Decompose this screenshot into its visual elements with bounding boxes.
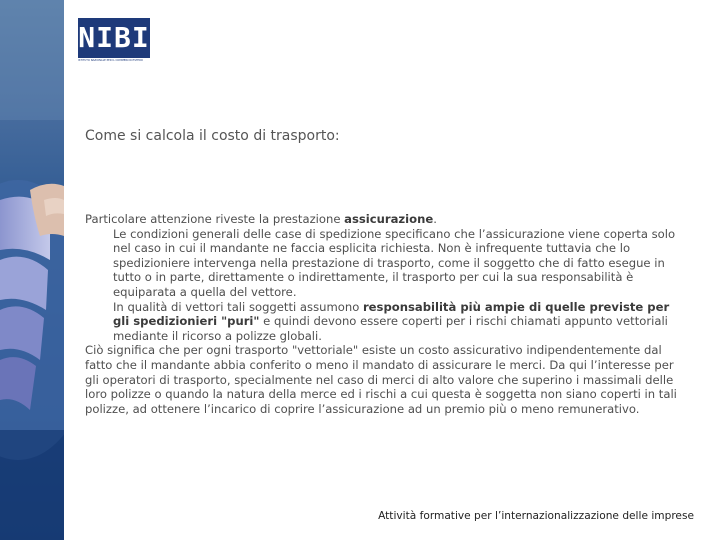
- nibi-logo: NIBI: [78, 18, 150, 58]
- para2-lead: In qualità di vettori tali soggetti assumono: [113, 299, 363, 314]
- para2-tail: e quindi devono essere coperti per i rischi chiamati appunto vettoriali mediante il ricorso a polizze globali.: [113, 314, 668, 343]
- slide-title: Come si calcola il costo di trasporto:: [85, 128, 340, 144]
- side-decorative-image: [0, 0, 64, 540]
- para1-bold: assicurazione: [344, 212, 434, 226]
- slide-body: [85, 212, 689, 416]
- para1-lead: Particolare attenzione riveste la prestazione: [85, 212, 345, 226]
- slide-footer: Attività formative per l’internazionalizzazione delle imprese: [378, 510, 694, 522]
- paragraph-meaning: Ciò significa che per ogni trasporto "vettoriale" esiste un costo assicurativo indipendentemente dal fatto che il mandante abbia conferito o meno il mandato di assicurare le merci. Da qui l’interesse per gli operatori di trasporto, specialmente nel caso di merci di alto valore che superino i massimali delle loro polizze o quando la natura della merce ed i rischi a cui questa è soggetta non siano coperti in tali polizze, ad ottenere l’incarico di coprire l’assicurazione ad un premio più o meno remunerativo.: [85, 343, 677, 416]
- para1-tail: .: [433, 212, 437, 226]
- paragraph-conditions: Le condizioni generali delle case di spedizione specificano che l’assicurazione viene coperta solo nel caso in cui il mandante ne faccia esplicita richiesta. Non è infrequente tuttavia che lo spedizioniere intervenga nella prestazione di trasporto, come il soggetto che di fatto esegue in tutto o in parte, direttamente o indirettamente, il trasporto per cui la sua responsabilità è equiparata a quella del vettore.: [113, 226, 676, 299]
- paragraph-carrier: [85, 300, 689, 344]
- paragraph-insurance: [85, 212, 689, 227]
- slide: [64, 0, 720, 540]
- para2-bold: responsabilità più ampie di quelle previste per gli spedizionieri "puri": [113, 299, 670, 329]
- logo-tagline: ISTITUTO NAZIONALE PER IL COMMERCIO ESTERO: [78, 59, 143, 62]
- hand-ribbon-globe-icon: [0, 0, 64, 540]
